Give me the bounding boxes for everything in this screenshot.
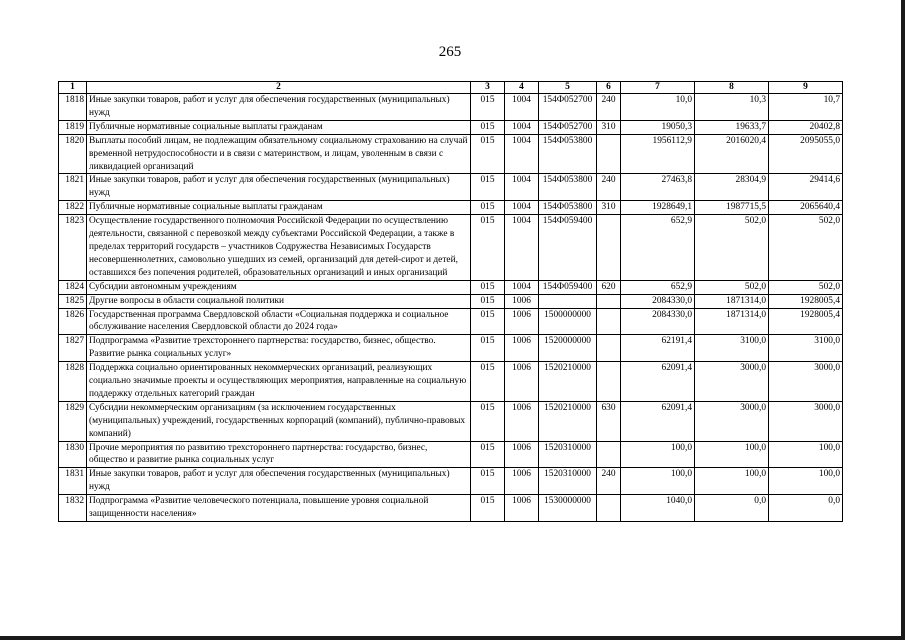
target-article-code: 1520310000 — [539, 441, 597, 468]
table-row — [59, 174, 843, 201]
expense-type-code — [597, 294, 621, 308]
amount-col-9: 1928005,4 — [769, 294, 843, 308]
column-header: 6 — [597, 82, 621, 94]
target-article-code: 154Ф053800 — [539, 174, 597, 201]
amount-col-8: 3000,0 — [695, 362, 769, 402]
section-code: 1006 — [505, 441, 539, 468]
expense-type-code — [597, 308, 621, 335]
table-row — [59, 120, 843, 134]
amount-col-7: 62091,4 — [621, 362, 695, 402]
amount-col-8: 502,0 — [695, 215, 769, 281]
row-description: Иные закупки товаров, работ и услуг для обеспечения государственных (муниципальных) нужд — [87, 468, 471, 495]
admin-code: 015 — [471, 468, 505, 495]
amount-col-8: 1871314,0 — [695, 308, 769, 335]
target-article-code: 1520000000 — [539, 335, 597, 362]
amount-col-7: 652,9 — [621, 215, 695, 281]
row-description: Прочие мероприятия по развитию трехстороннего партнерства: государство, бизнес, общество и развитие рынка социальных услуг — [87, 441, 471, 468]
table-row — [59, 362, 843, 402]
amount-col-8: 1871314,0 — [695, 294, 769, 308]
amount-col-8: 1987715,5 — [695, 201, 769, 215]
expense-type-code — [597, 134, 621, 174]
table-row — [59, 94, 843, 121]
row-number: 1818 — [59, 94, 87, 121]
amount-col-9: 2065640,4 — [769, 201, 843, 215]
table-row — [59, 201, 843, 215]
target-article-code: 1520310000 — [539, 468, 597, 495]
row-description: Публичные нормативные социальные выплаты гражданам — [87, 201, 471, 215]
budget-table — [58, 81, 843, 522]
admin-code: 015 — [471, 362, 505, 402]
amount-col-8: 2016020,4 — [695, 134, 769, 174]
row-number: 1828 — [59, 362, 87, 402]
amount-col-7: 62091,4 — [621, 401, 695, 441]
expense-type-code: 240 — [597, 94, 621, 121]
section-code: 1004 — [505, 174, 539, 201]
row-number: 1821 — [59, 174, 87, 201]
expense-type-code — [597, 362, 621, 402]
expense-type-code: 240 — [597, 468, 621, 495]
admin-code: 015 — [471, 174, 505, 201]
amount-col-7: 1956112,9 — [621, 134, 695, 174]
column-header: 8 — [695, 82, 769, 94]
section-code: 1006 — [505, 308, 539, 335]
amount-col-7: 2084330,0 — [621, 294, 695, 308]
amount-col-9: 3000,0 — [769, 362, 843, 402]
section-code: 1004 — [505, 134, 539, 174]
section-code: 1004 — [505, 120, 539, 134]
expense-type-code — [597, 215, 621, 281]
column-header: 7 — [621, 82, 695, 94]
amount-col-8: 502,0 — [695, 280, 769, 294]
row-number: 1830 — [59, 441, 87, 468]
admin-code: 015 — [471, 294, 505, 308]
table-header-row — [59, 82, 843, 94]
row-number: 1820 — [59, 134, 87, 174]
row-number: 1824 — [59, 280, 87, 294]
target-article-code: 154Ф059400 — [539, 215, 597, 281]
amount-col-9: 2095055,0 — [769, 134, 843, 174]
amount-col-7: 19050,3 — [621, 120, 695, 134]
target-article-code: 1520210000 — [539, 401, 597, 441]
amount-col-7: 27463,8 — [621, 174, 695, 201]
scan-edge-bottom — [0, 636, 905, 640]
amount-col-9: 502,0 — [769, 280, 843, 294]
expense-type-code: 620 — [597, 280, 621, 294]
row-description: Подпрограмма «Развитие трехстороннего партнерства: государство, бизнес, общество. Развитие рынка социальных услуг» — [87, 335, 471, 362]
section-code: 1006 — [505, 335, 539, 362]
section-code: 1006 — [505, 294, 539, 308]
row-description: Иные закупки товаров, работ и услуг для обеспечения государственных (муниципальных) нужд — [87, 174, 471, 201]
admin-code: 015 — [471, 441, 505, 468]
row-description: Поддержка социально ориентированных некоммерческих организаций, реализующих социально значимые проекты и осуществляющих мероприятия, направленные на социальную поддержку отдельных категорий граждан — [87, 362, 471, 402]
target-article-code: 1520210000 — [539, 362, 597, 402]
amount-col-7: 2084330,0 — [621, 308, 695, 335]
expense-type-code: 310 — [597, 201, 621, 215]
amount-col-7: 1928649,1 — [621, 201, 695, 215]
row-description: Выплаты пособий лицам, не подлежащим обязательному социальному страхованию на случай временной нетрудоспособности и в связи с материнством, и лицам, уволенным в связи с ликвидацией организаций — [87, 134, 471, 174]
table-row — [59, 215, 843, 281]
amount-col-8: 3000,0 — [695, 401, 769, 441]
column-header: 5 — [539, 82, 597, 94]
table-row — [59, 294, 843, 308]
target-article-code — [539, 294, 597, 308]
amount-col-9: 20402,8 — [769, 120, 843, 134]
expense-type-code: 240 — [597, 174, 621, 201]
table-row — [59, 134, 843, 174]
section-code: 1006 — [505, 495, 539, 522]
row-number: 1822 — [59, 201, 87, 215]
section-code: 1006 — [505, 401, 539, 441]
amount-col-8: 28304,9 — [695, 174, 769, 201]
column-header: 3 — [471, 82, 505, 94]
admin-code: 015 — [471, 335, 505, 362]
expense-type-code — [597, 441, 621, 468]
row-number: 1831 — [59, 468, 87, 495]
target-article-code: 1500000000 — [539, 308, 597, 335]
admin-code: 015 — [471, 134, 505, 174]
amount-col-9: 100,0 — [769, 468, 843, 495]
column-header: 2 — [87, 82, 471, 94]
amount-col-7: 1040,0 — [621, 495, 695, 522]
table-row — [59, 441, 843, 468]
amount-col-9: 10,7 — [769, 94, 843, 121]
amount-col-7: 62191,4 — [621, 335, 695, 362]
expense-type-code: 630 — [597, 401, 621, 441]
section-code: 1004 — [505, 94, 539, 121]
amount-col-9: 29414,6 — [769, 174, 843, 201]
amount-col-7: 652,9 — [621, 280, 695, 294]
target-article-code: 154Ф059400 — [539, 280, 597, 294]
scan-edge-right — [901, 0, 905, 640]
amount-col-8: 0,0 — [695, 495, 769, 522]
row-description: Субсидии некоммерческим организациям (за исключением государственных (муниципальных) учреждений, государственных корпораций (компаний), публично-правовых компаний) — [87, 401, 471, 441]
amount-col-9: 1928005,4 — [769, 308, 843, 335]
section-code: 1004 — [505, 215, 539, 281]
table-row — [59, 495, 843, 522]
section-code: 1004 — [505, 280, 539, 294]
row-description: Субсидии автономным учреждениям — [87, 280, 471, 294]
section-code: 1006 — [505, 468, 539, 495]
target-article-code: 154Ф052700 — [539, 94, 597, 121]
section-code: 1004 — [505, 201, 539, 215]
admin-code: 015 — [471, 215, 505, 281]
row-number: 1825 — [59, 294, 87, 308]
amount-col-9: 502,0 — [769, 215, 843, 281]
expense-type-code — [597, 335, 621, 362]
amount-col-9: 3100,0 — [769, 335, 843, 362]
amount-col-7: 100,0 — [621, 468, 695, 495]
row-number: 1819 — [59, 120, 87, 134]
row-description: Осуществление государственного полномочия Российской Федерации по осуществлению деятельности, связанной с перевозкой между субъектами Российской Федерации, а также в пределах территорий государств – участников Содружества Независимых Государств несовершеннолетних, самовольно ушедших из семей, организаций для детей-сирот и детей, оставшихся без попечения родителей, образовательных организаций и иных организаций — [87, 215, 471, 281]
section-code: 1006 — [505, 362, 539, 402]
amount-col-9: 3000,0 — [769, 401, 843, 441]
admin-code: 015 — [471, 401, 505, 441]
row-number: 1823 — [59, 215, 87, 281]
amount-col-8: 100,0 — [695, 441, 769, 468]
admin-code: 015 — [471, 308, 505, 335]
amount-col-8: 100,0 — [695, 468, 769, 495]
target-article-code: 154Ф053800 — [539, 201, 597, 215]
amount-col-8: 3100,0 — [695, 335, 769, 362]
amount-col-8: 10,3 — [695, 94, 769, 121]
row-number: 1827 — [59, 335, 87, 362]
row-number: 1829 — [59, 401, 87, 441]
page-number: 265 — [438, 44, 462, 60]
target-article-code: 154Ф052700 — [539, 120, 597, 134]
table-row — [59, 280, 843, 294]
expense-type-code: 310 — [597, 120, 621, 134]
amount-col-7: 100,0 — [621, 441, 695, 468]
table-row — [59, 308, 843, 335]
amount-col-9: 0,0 — [769, 495, 843, 522]
row-number: 1826 — [59, 308, 87, 335]
column-header: 1 — [59, 82, 87, 94]
row-description: Публичные нормативные социальные выплаты гражданам — [87, 120, 471, 134]
row-description: Иные закупки товаров, работ и услуг для обеспечения государственных (муниципальных) нужд — [87, 94, 471, 121]
table-body — [59, 94, 843, 522]
target-article-code: 1530000000 — [539, 495, 597, 522]
admin-code: 015 — [471, 201, 505, 215]
row-description: Другие вопросы в области социальной политики — [87, 294, 471, 308]
column-header: 4 — [505, 82, 539, 94]
amount-col-8: 19633,7 — [695, 120, 769, 134]
admin-code: 015 — [471, 94, 505, 121]
admin-code: 015 — [471, 495, 505, 522]
row-description: Подпрограмма «Развитие человеческого потенциала, повышение уровня социальной защищенности населения» — [87, 495, 471, 522]
table-row — [59, 401, 843, 441]
table-row — [59, 335, 843, 362]
amount-col-9: 100,0 — [769, 441, 843, 468]
expense-type-code — [597, 495, 621, 522]
row-description: Государственная программа Свердловской области «Социальная поддержка и социальное обслуживание населения Свердловской области до 2024 года» — [87, 308, 471, 335]
admin-code: 015 — [471, 120, 505, 134]
table-row — [59, 468, 843, 495]
amount-col-7: 10,0 — [621, 94, 695, 121]
column-header: 9 — [769, 82, 843, 94]
target-article-code: 154Ф053800 — [539, 134, 597, 174]
row-number: 1832 — [59, 495, 87, 522]
admin-code: 015 — [471, 280, 505, 294]
